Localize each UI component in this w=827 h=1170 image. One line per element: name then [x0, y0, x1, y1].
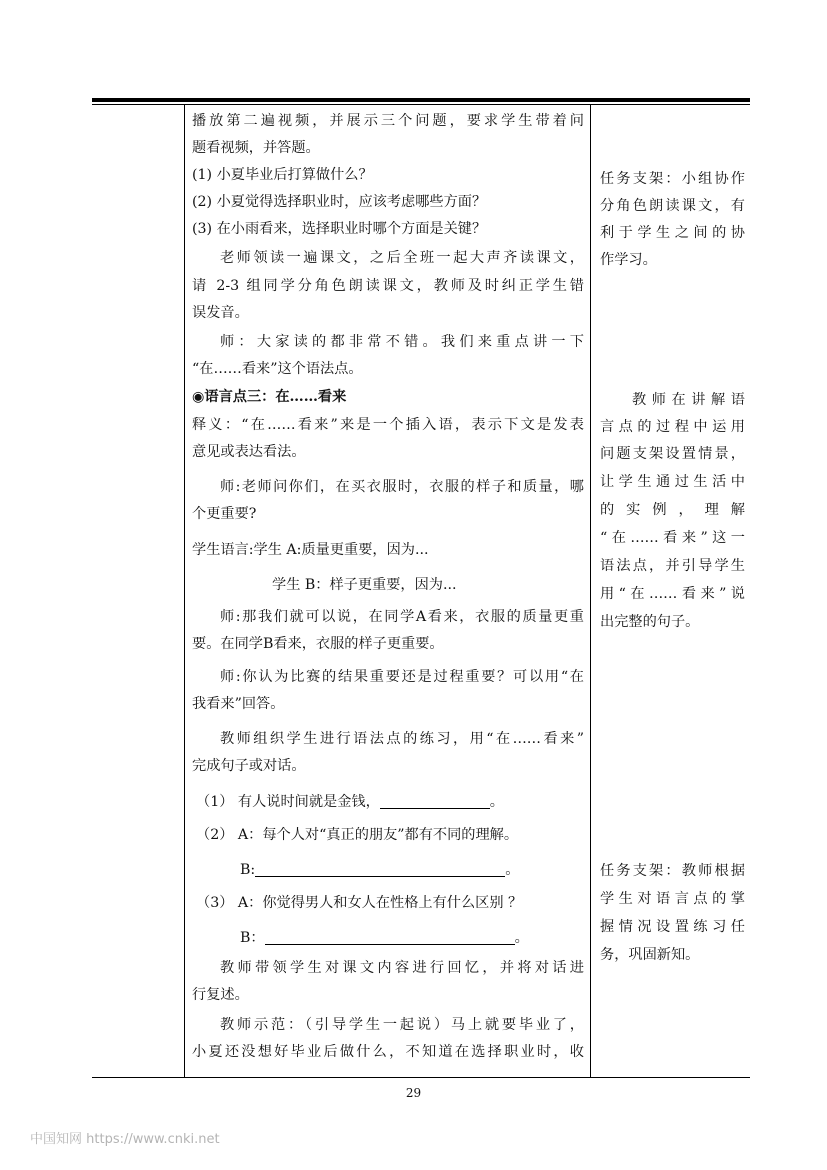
note-line: 让学生通过生活中 [600, 474, 745, 490]
note-line: 出完整的句子。 [600, 614, 700, 630]
text-line: 师：大家读的都非常不错。我们来重点讲一下 [220, 334, 584, 350]
text-line: 完成句子或对话。 [192, 758, 306, 774]
note-line: 的 实 例 ， 理 解 [600, 502, 745, 518]
table-border-middle [590, 104, 591, 1078]
note-line: 问题支架设置情景， [600, 446, 745, 462]
text-line: 题看视频，并答题。 [192, 140, 320, 156]
note-line: 利于学生之间的协 [600, 225, 745, 241]
text-line: 师:那我们就可以说，在同学A看来，衣服的质量更重 [220, 609, 584, 625]
language-point-heading: ◉语言点三：在……看来 [192, 389, 347, 405]
text-line: 要。在同学B看来，衣服的样子更重要。 [192, 636, 444, 652]
text-line: 意见或表达看法。 [192, 444, 306, 460]
text-line: 教师示范：（引导学生一起说）马上就要毕业了， [220, 1017, 584, 1033]
text-line: “在……看来”这个语法点。 [192, 361, 363, 377]
note-line: 务，巩固新知。 [600, 947, 700, 963]
text-line: 教师带领学生对课文内容进行回忆，并将对话进 [220, 960, 584, 976]
text-line: 请 2-3 组同学分角色朗读课文，教师及时纠正学生错 [192, 278, 584, 294]
exercise-2: （2） A：每个人对“真正的朋友”都有不同的理解。 [196, 827, 519, 843]
text-line: 老师领读一遍课文，之后全班一起大声齐读课文， [220, 250, 584, 266]
note-line: 作学习。 [600, 252, 657, 268]
answer-blank [380, 792, 490, 809]
exercise-1: （1） 有人说时间就是金钱， 。 [196, 794, 504, 810]
text-line: 学生 B：样子更重要，因为... [272, 577, 457, 593]
text-line: 师:你认为比赛的结果重要还是过程重要？可以用“在 [220, 669, 584, 685]
text-line: 我看来”回答。 [192, 696, 285, 712]
note-line: 任务支架：教师根据 [600, 863, 745, 879]
header-rule [92, 98, 750, 102]
table-border-left [184, 104, 185, 1078]
question-2: (2) 小夏觉得选择职业时，应该考虑哪些方面？ [192, 194, 487, 210]
text-line: 学生语言:学生 A:质量更重要，因为... [192, 542, 429, 558]
text-line: 师:老师问你们，在买衣服时，衣服的样子和质量，哪 [220, 479, 584, 495]
exercise-3: （3） A：你觉得男人和女人在性格上有什么区别 ？ [196, 895, 523, 911]
answer-blank [265, 928, 515, 945]
question-3: (3) 在小雨看来，选择职业时哪个方面是关键？ [192, 221, 487, 237]
text-line: 行复述。 [192, 987, 249, 1003]
note-line: 教师在讲解语 [632, 392, 745, 408]
note-line: 分角色朗读课文，有 [600, 198, 745, 214]
note-line: 言点的过程中运用 [600, 419, 745, 435]
table-border-bottom [92, 1077, 750, 1078]
text-line: 误发音。 [192, 305, 249, 321]
text-line: 播放第二遍视频，并展示三个问题，要求学生带着问 [192, 113, 584, 129]
header-rule-thin [92, 104, 750, 105]
text-line: 释义：“在……看来”来是一个插入语，表示下文是发表 [192, 417, 584, 433]
text-line: 小夏还没想好毕业后做什么，不知道在选择职业时，收 [192, 1044, 584, 1060]
note-line: 用“在……看来”说 [600, 586, 745, 602]
note-line: 语法点，并引导学生 [600, 558, 745, 574]
question-1: (1) 小夏毕业后打算做什么？ [192, 167, 373, 183]
note-line: 任务支架：小组协作 [600, 171, 745, 187]
note-line: 握情况设置练习任 [600, 919, 745, 935]
text-line: 教师组织学生进行语法点的练习，用“在……看来” [220, 731, 584, 747]
answer-blank [255, 860, 505, 877]
exercise-3-response: B： 。 [240, 930, 529, 946]
page-number: 29 [405, 1086, 422, 1100]
note-line: “在……看来”这一 [600, 530, 745, 546]
exercise-2-response: B: 。 [240, 862, 520, 878]
source-watermark: 中国知网 https://www.cnki.net [30, 1132, 220, 1147]
text-line: 个更重要? [192, 506, 257, 522]
note-line: 学生对语言点的掌 [600, 891, 745, 907]
